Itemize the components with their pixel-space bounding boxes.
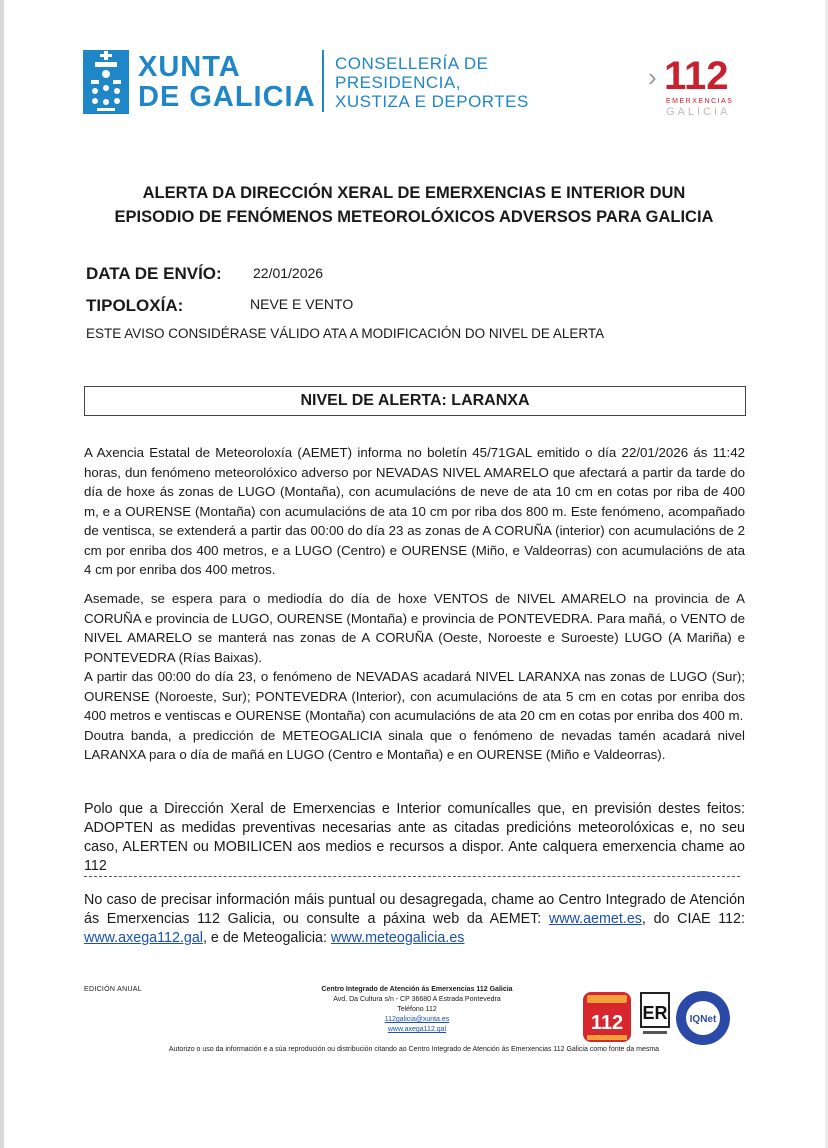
footer-contact-block — [292, 985, 542, 1035]
aemet-link[interactable]: www.aemet.es — [548, 911, 642, 927]
footer-phone: Teléfono 112 — [397, 1006, 437, 1013]
emerxencias-112-logo — [648, 56, 738, 122]
dashed-separator — [84, 876, 740, 877]
edition-label: EDICIÓN ANUAL — [84, 986, 142, 993]
document-title-line2: EPISODIO DE FENÓMENOS METEOROLÓXICOS ADVERSOS PARA GALICIA — [114, 208, 714, 226]
document-title-line1: ALERTA DA DIRECCIÓN XERAL DE EMERXENCIAS E INTERIOR DUN — [142, 184, 686, 202]
paragraph-winds-text: Asemade, se espera para o mediodía do día de hoxe VENTOS de NIVEL AMARELO na provincia de A CORUÑA e provincia de LUGO, OURENSE (Montaña) e provincia de PONTEVEDRA. Para mañá, o VENTO de NIVEL AMARELO se manterá nas zonas de A CORUÑA (Oeste, Noroeste e Suroeste) LUGO (A Mariña) e PONTEVEDRA (Rías Baixas). — [84, 591, 745, 665]
paragraph-snow-orange-text: A partir das 00:00 do día 23, o fenómeno de NEVADAS acadará NIVEL LARANXA nas zonas de LUGO (Sur); OURENSE (Noroeste, Sur); PONTEVEDRA (Interior), con acumulacións de ata 5 cm en cotas por enriba dos 400 metros e ventiscas e OURENSE (Montaña) con acumulacións de ata 20 cm en cotas por enriba dos 400 m. — [84, 669, 745, 723]
alert-level-box: NIVEL DE ALERTA: LARANXA — [84, 386, 746, 416]
date-value: 22/01/2026 — [253, 265, 324, 281]
paragraph-recommendations-text: Polo que a Dirección Xeral de Emerxencias e Interior comunícalles que, en previsión destes feitos: ADOPTEN as medidas preventivas necesarias ante as citadas predicións meteorolóxicas e, no seu caso, ALERTEN ou MOBILICEN aos medios e recursos a dispor. Ante calquera emerxencia chame ao 112 — [84, 801, 745, 874]
logo-112-number: 112 — [664, 54, 729, 98]
chevron-right-icon: › — [648, 62, 657, 92]
paragraph-aemet-text: A Axencia Estatal de Meteoroloxía (AEMET) informa no boletín 45/71GAL emitido o día 22/01/2026 ás 11:42 horas, dun fenómeno meteorolóxico adverso por NEVADAS NIVEL AMARELO que afectará a partir da tarde do día de hoxe ás zonas de LUGO (Montaña), con acumulacións de neve de ata 10 cm en cotas por riba de 400 m, e a OURENSE (Montaña) con acumulacións de ata 10 cm por riba dos 800 m. Este fenómeno, acompañado de ventisca, se extenderá a partir das 00:00 do día 23 as zonas de A CORUÑA (interior) con acumulacións de 2 cm por enriba dos 400 metros, e a LUGO (Centro) e OURENSE (Miño, e Valdeorras) con acumulacións de ata 4 cm por enriba dos 400 metros. — [84, 445, 745, 577]
footer-address: Avd. Da Cultura s/n - CP 36680 A Estrada Pontevedra — [333, 996, 501, 1003]
validity-note: ESTE AVISO CONSIDÉRASE VÁLIDO ATA A MODIFICACIÓN DO NIVEL DE ALERTA — [86, 326, 605, 341]
xunta-wordmark — [138, 52, 316, 112]
certification-iqnet-icon — [674, 989, 732, 1047]
conselleria-line3: XUSTIZA E DEPORTES — [335, 92, 529, 111]
logo-emerxencias-text: EMERXENCIAS — [666, 98, 734, 105]
certification-112-seal-icon — [582, 991, 632, 1043]
conselleria-name — [335, 54, 529, 111]
paragraph-winds — [84, 589, 745, 765]
paragraph-contact — [84, 891, 745, 948]
header-divider — [322, 50, 324, 112]
contact-text-mid1: , do CIAE 112: — [641, 911, 745, 927]
conselleria-line1: CONSELLERÍA DE — [335, 54, 489, 73]
logo-galicia-text: GALICIA — [666, 106, 731, 118]
certification-er-icon — [640, 991, 670, 1043]
footer-email-link[interactable]: 112galicia@xunta.es — [384, 1016, 450, 1023]
cert-er-text: ER — [642, 1003, 668, 1023]
cert-iqnet-text: IQNet — [689, 1014, 717, 1025]
xunta-line2: DE GALICIA — [138, 81, 316, 113]
type-label: TIPOLOXÍA: — [86, 296, 184, 315]
page-left-edge — [0, 0, 4, 1148]
footer-web-link[interactable]: www.axega112.gal — [387, 1026, 447, 1033]
contact-text-mid2: , e de Meteogalicia: — [202, 930, 331, 946]
paragraph-meteogalicia-text: Doutra banda, a predicción de METEOGALICIA sinala que o fenómeno de nevadas tamén acadará nivel LARANXA para o día de mañá en LUGO (Centro e Montaña) e en OURENSE (Miño e Valdeorras). — [84, 727, 745, 762]
conselleria-line2: PRESIDENCIA, — [335, 73, 461, 92]
meteogalicia-link[interactable]: www.meteogalicia.es — [330, 930, 465, 946]
xunta-line1: XUNTA — [138, 51, 241, 83]
footer-center-name: Centro Integrado de Atención ás Emerxencias 112 Galicia — [321, 986, 513, 993]
paragraph-recommendations — [84, 800, 745, 876]
cert-112-text: 112 — [590, 1012, 624, 1034]
contact-text-pre: No caso de precisar información máis puntual ou desagregada, chame ao Centro Integrado de Atención ás Emerxencias 112 Galicia, ou consulte a páxina web da AEMET: — [84, 892, 745, 927]
paragraph-contact-text — [84, 891, 745, 948]
xunta-shield-icon — [83, 50, 129, 114]
footer-usage-note: Autorizo o uso da información e a súa reprodución ou distribución citando ao Centro Integrado de Atención ás Emerxencias 112 Galicia como fonte da mesma — [168, 1046, 660, 1053]
date-label: DATA DE ENVÍO: — [86, 264, 222, 283]
paragraph-aemet — [84, 443, 745, 580]
axega112-link[interactable]: www.axega112.gal — [84, 930, 203, 946]
type-value: NEVE E VENTO — [250, 296, 354, 312]
